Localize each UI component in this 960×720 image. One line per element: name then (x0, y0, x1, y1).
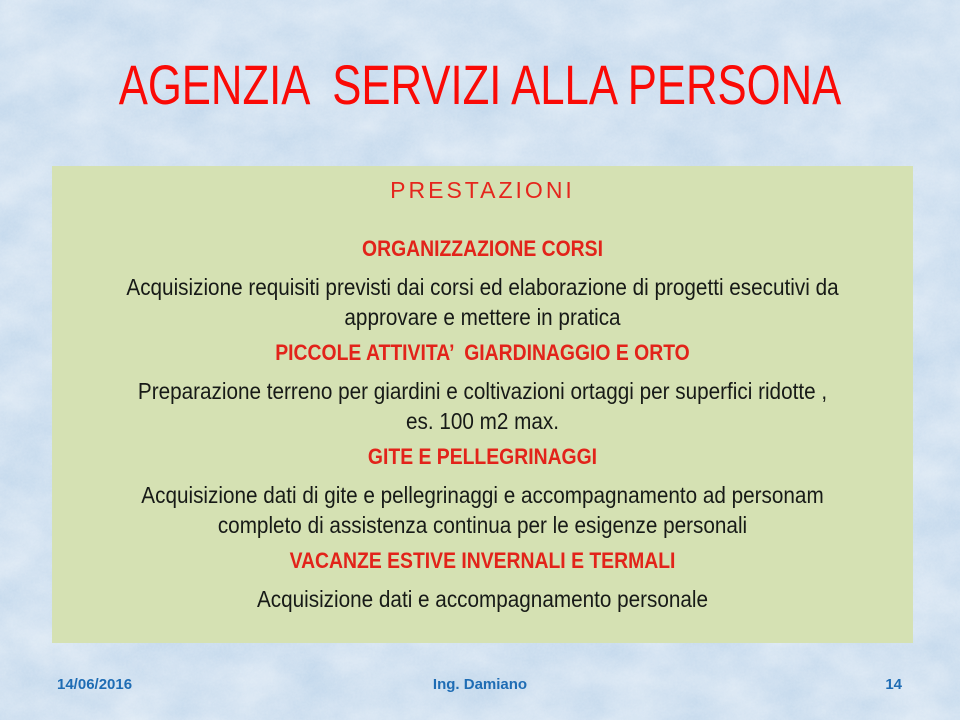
section-heading: VACANZE ESTIVE INVERNALI E TERMALI (289, 548, 676, 573)
section-giardinaggio-orto (52, 340, 913, 436)
section-heading: GITE E PELLEGRINAGGI (367, 444, 598, 469)
content-box (52, 166, 913, 643)
section-heading: ORGANIZZAZIONE CORSI (362, 236, 603, 261)
section-heading: PICCOLE ATTIVITA’ GIARDINAGGIO E ORTO (275, 340, 690, 365)
section-body-line: es. 100 m2 max. (405, 408, 560, 434)
section-body-line: completo di assistenza continua per le esigenze personali (217, 512, 748, 538)
section-body-line: Preparazione terreno per giardini e coltivazioni ortaggi per superfici ridotte , (137, 378, 828, 404)
page-number: 14 (885, 676, 902, 693)
section-body-line: Acquisizione dati di gite e pellegrinaggi e accompagnamento ad personam (141, 482, 824, 508)
section-body-line: approvare e mettere in pratica (344, 304, 621, 330)
section-body-line: Acquisizione requisiti previsti dai corsi ed elaborazione di progetti esecutivi da (126, 274, 839, 300)
section-vacanze (52, 548, 913, 614)
section-gite-pellegrinaggi (52, 444, 913, 540)
footer-date: 14/06/2016 (57, 676, 133, 693)
section-organizzazione-corsi (52, 236, 913, 332)
footer-author: Ing. Damiano (432, 676, 528, 693)
section-body-line: Acquisizione dati e accompagnamento personale (256, 586, 709, 612)
box-heading: PRESTAZIONI (390, 177, 575, 203)
slide-title: AGENZIA SERVIZI ALLA PERSONA (118, 53, 842, 116)
